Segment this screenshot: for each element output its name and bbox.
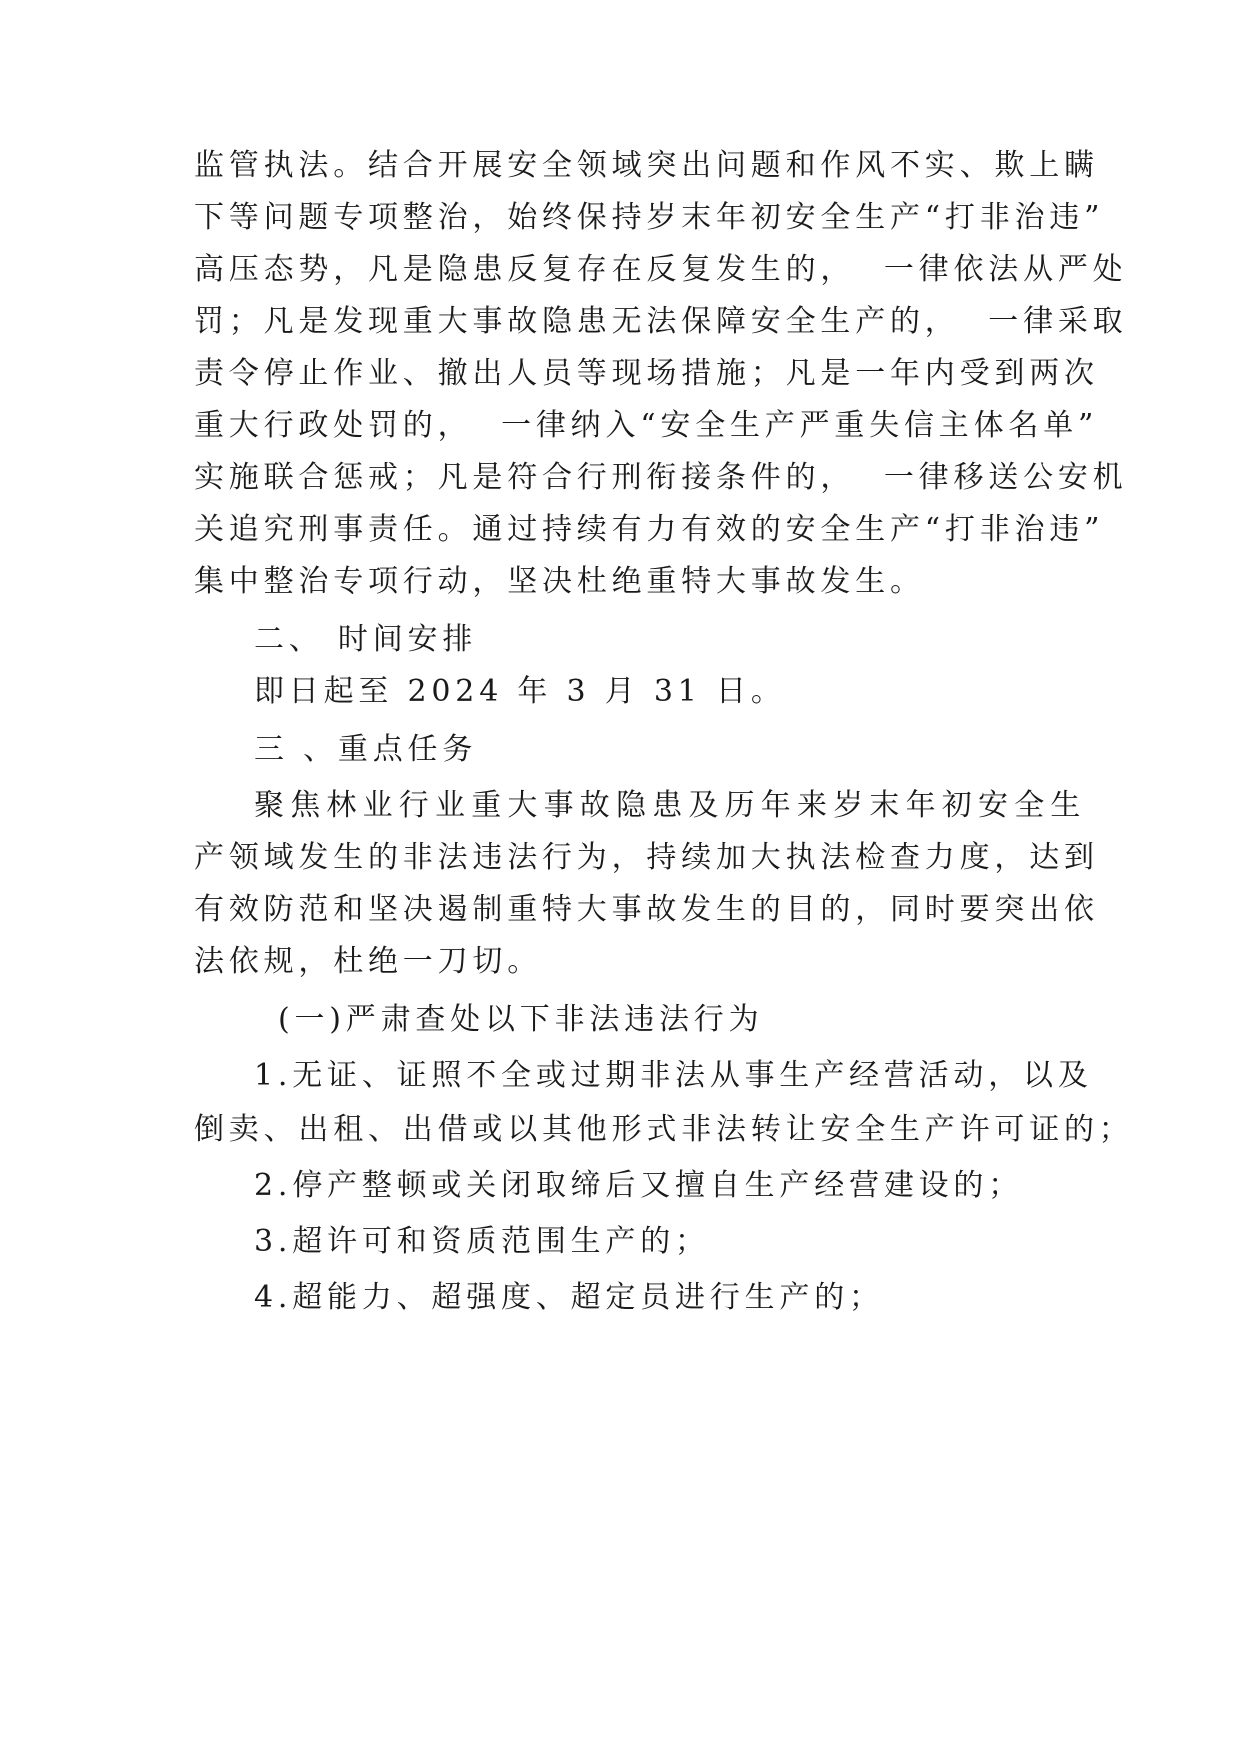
- body-text-line: 实施联合惩戒；凡是符合行刑衔接条件的， 一律移送公安机: [194, 460, 1128, 495]
- time-schedule-text: 即日起至 2024 年 3 月 31 日。: [254, 674, 786, 709]
- list-item-3: 3.超许可和资质范围生产的；: [254, 1224, 710, 1259]
- body-text-line: 责令停止作业、撤出人员等现场措施；凡是一年内受到两次: [194, 356, 1099, 391]
- list-item-1-line-1: 1.无证、证照不全或过期非法从事生产经营活动，以及: [254, 1058, 1093, 1093]
- section-heading-time-schedule: 二、 时间安排: [254, 622, 478, 657]
- body-text-line: 关追究刑事责任。通过持续有力有效的安全生产“打非治违”: [194, 512, 1105, 547]
- body-text-line: 下等问题专项整治，始终保持岁末年初安全生产“打非治违”: [194, 200, 1105, 235]
- body-text-line: 聚焦林业行业重大事故隐患及历年来岁末年初安全生: [254, 788, 1087, 823]
- list-item-4: 4.超能力、超强度、超定员进行生产的；: [254, 1280, 884, 1315]
- section-heading-key-tasks: 三 、重点任务: [254, 732, 478, 767]
- body-text-line: 集中整治专项行动，坚决杜绝重特大事故发生。: [194, 564, 925, 599]
- body-text-line: 有效防范和坚决遏制重特大事故发生的目的，同时要突出依: [194, 892, 1099, 927]
- subsection-heading: (一)严肃查处以下非法违法行为: [278, 1002, 764, 1037]
- body-text-line: 法依规，杜绝一刀切。: [194, 944, 542, 979]
- body-text-line: 重大行政处罚的， 一律纳入“安全生产严重失信主体名单”: [194, 408, 1099, 443]
- body-text-line: 产领域发生的非法违法行为，持续加大执法检查力度，达到: [194, 840, 1099, 875]
- list-item-2: 2.停产整顿或关闭取缔后又擅自生产经营建设的；: [254, 1168, 1024, 1203]
- body-text-line: 罚；凡是发现重大事故隐患无法保障安全生产的， 一律采取: [194, 304, 1128, 339]
- list-item-1-line-2: 倒卖、出租、出借或以其他形式非法转让安全生产许可证的；: [194, 1112, 1134, 1147]
- body-text-line: 高压态势，凡是隐患反复存在反复发生的， 一律依法从严处: [194, 252, 1128, 287]
- body-text-line: 监管执法。结合开展安全领域突出问题和作风不实、欺上瞒: [194, 148, 1099, 183]
